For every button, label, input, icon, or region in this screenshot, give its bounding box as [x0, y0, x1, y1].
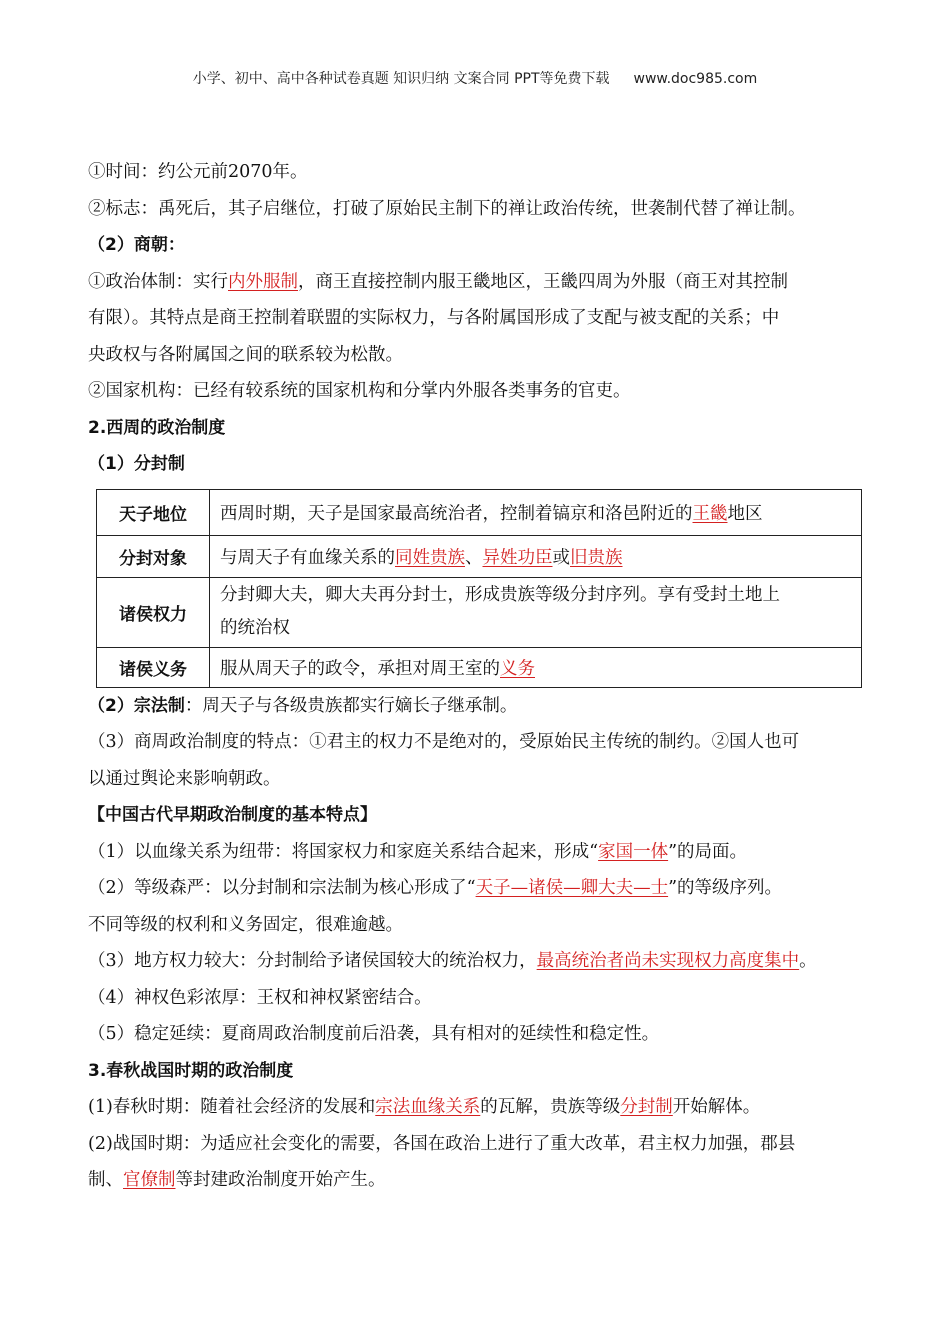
text: 或 [552, 547, 570, 568]
text: ：周天子与各级贵族都实行嫡长子继承制。 [184, 695, 518, 716]
xia-time: ①时间：约公元前2070年。 [88, 162, 308, 182]
chunqiu-heading: 3.春秋战国时期的政治制度 [88, 1060, 294, 1081]
text: 地区 [727, 503, 763, 524]
table-header-cell: 分封对象 [97, 535, 210, 577]
features-shangzhou-line1: （3）商周政治制度的特点：①君主的权力不是绝对的，受原始民主传统的制约。②国人也可 [88, 732, 800, 752]
table-header-cell: 诸侯权力 [97, 577, 210, 647]
table-row [97, 489, 862, 535]
text: 的瓦解，贵族等级 [480, 1097, 621, 1117]
features-shangzhou-line2: 以通过舆论来影响朝政。 [88, 768, 281, 789]
text: （1）以血缘关系为纽带：将国家权力和家庭关系结合起来，形成“ [88, 841, 599, 862]
text: 开始解体。 [672, 1097, 761, 1117]
feature-5: （5）稳定延续：夏商周政治制度前后沿袭，具有相对的延续性和稳定性。 [88, 1024, 660, 1044]
table-cell [210, 647, 862, 687]
zhanguo-p2-line1: (2)战国时期：为适应社会变化的需要，各国在政治上进行了重大改革，君主权力加强，郡县 [88, 1133, 796, 1154]
table-header-cell: 诸侯义务 [97, 647, 210, 687]
fenfeng-heading: （1）分封制 [88, 454, 185, 474]
shang-heading: （2）商朝： [88, 235, 185, 255]
keyword: 旧贵族 [570, 547, 623, 568]
shang-system-line3: 央政权与各附属国之间的联系较为松散。 [88, 344, 403, 365]
text: 等封建政治制度开始产生。 [175, 1170, 386, 1190]
page-header [0, 68, 950, 88]
shang-system-line1 [88, 264, 878, 301]
text: 、 [465, 547, 483, 568]
keyword: 义务 [500, 658, 535, 679]
text: 的统治权 [220, 618, 290, 638]
xizhou-heading: 2.西周的政治制度 [88, 417, 226, 438]
fenfeng-table [96, 489, 862, 688]
text: 与周天子有血缘关系的 [220, 547, 395, 568]
table-row [97, 647, 862, 687]
xia-sign: ②标志：禹死后，其子启继位，打破了原始民主制下的禅让政治传统，世袭制代替了禅让制。 [88, 198, 806, 219]
keyword: 天子—诸侯—卿大夫—士 [475, 878, 669, 898]
text: 分封卿大夫，卿大夫再分封士，形成贵族等级分封序列。享有受封土地上 [220, 585, 780, 605]
text: 。 [799, 951, 817, 971]
table-row [97, 577, 862, 647]
zongfa-line [88, 688, 878, 725]
keyword: 同姓贵族 [395, 547, 465, 568]
chunqiu-p1 [88, 1089, 878, 1126]
table-row [97, 535, 862, 577]
text: （3）地方权力较大：分封制给予诸侯国较大的统治权力， [88, 951, 537, 971]
text: ，商王直接控制内服王畿地区，王畿四周为外服（商王对其控制 [298, 271, 788, 292]
keyword: 宗法血缘关系 [375, 1097, 481, 1117]
text: 服从周天子的政令，承担对周王室的 [220, 658, 500, 679]
text: ”的局面。 [668, 841, 748, 862]
keyword: 最高统治者尚未实现权力高度集中 [536, 951, 800, 971]
text: ”的等级序列。 [668, 878, 783, 898]
feature-4: （4）神权色彩浓厚：王权和神权紧密结合。 [88, 987, 432, 1008]
text: （2）等级森严：以分封制和宗法制为核心形成了“ [88, 878, 476, 898]
text: 制、 [88, 1170, 123, 1190]
keyword: 王畿 [692, 503, 728, 524]
bold-label: （2）宗法制 [88, 695, 185, 716]
text: ①政治体制：实行 [88, 271, 228, 292]
text: 西周时期，天子是国家最高统治者，控制着镐京和洛邑附近的 [220, 503, 693, 524]
keyword: 官僚制 [123, 1170, 176, 1190]
zhanguo-p2-line2 [88, 1162, 878, 1199]
shang-system-line2: 有限）。其特点是商王控制着联盟的实际权力，与各附属国形成了支配与被支配的关系；中 [88, 308, 780, 328]
keyword: 家国一体 [598, 841, 669, 862]
document-body [88, 154, 878, 1199]
table-header-cell: 天子地位 [97, 489, 210, 535]
feature-2 [88, 870, 878, 907]
header-site-link[interactable]: www.doc985.com [633, 71, 758, 87]
keyword: 内外服制 [228, 271, 298, 292]
features-heading: 【中国古代早期政治制度的基本特点】 [88, 805, 377, 825]
feature-3 [88, 943, 878, 980]
feature-1 [88, 834, 878, 871]
keyword: 异姓功臣 [482, 547, 553, 568]
feature-2-line2: 不同等级的权利和义务固定，很难逾越。 [88, 914, 403, 935]
table-cell [210, 489, 862, 535]
table-cell [210, 577, 862, 647]
shang-organs: ②国家机构：已经有较系统的国家机构和分掌内外服各类事务的官吏。 [88, 381, 631, 401]
table-cell [210, 535, 862, 577]
text: (1)春秋时期：随着社会经济的发展和 [88, 1097, 376, 1117]
header-text: 小学、初中、高中各种试卷真题 知识归纳 文案合同 PPT等免费下载 [192, 71, 610, 87]
keyword: 分封制 [620, 1097, 673, 1117]
